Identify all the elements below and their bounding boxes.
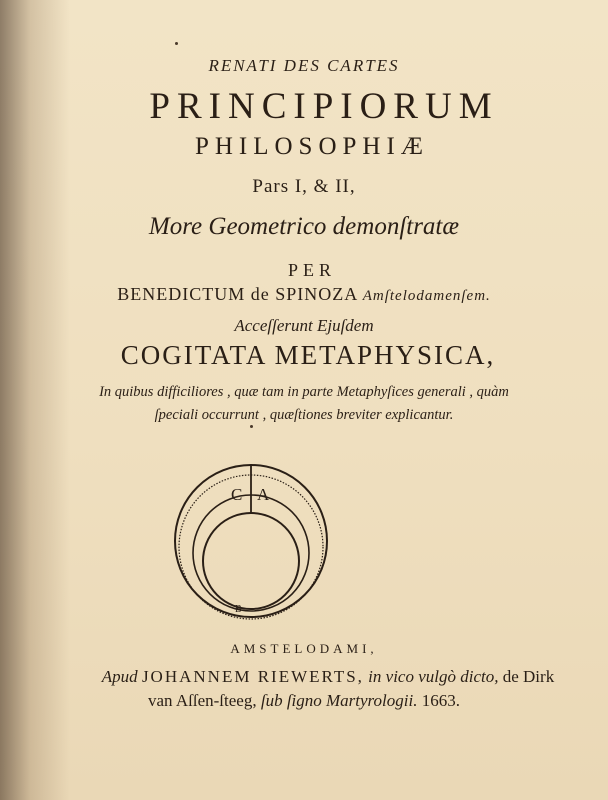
- imprint-printer: JOHANNEM RIEWERTS,: [141, 667, 364, 686]
- appendix-description-line2: ſpeciali occurrunt , quæſtiones breviter explicantur.: [154, 407, 454, 423]
- imprint-line2: [0, 691, 608, 711]
- editor-line: [0, 284, 608, 305]
- imprint-city: AMSTELODAMI,: [230, 641, 378, 656]
- inner-circle: [203, 513, 299, 609]
- editor-name: BENEDICTUM de SPINOZA: [117, 284, 358, 304]
- label-c: C: [231, 485, 243, 504]
- imprint-apud: Apud: [101, 667, 138, 686]
- ink-speck: [250, 425, 253, 428]
- imprint-street-line2: van Aſſen-ſteeg,: [148, 691, 257, 710]
- label-b: B: [235, 604, 242, 615]
- title-philosophiae: PHILOSOPHIÆ: [194, 133, 430, 160]
- editor-origin: Amſtelodamenſem.: [362, 288, 491, 304]
- imprint-sign: ſub ſigno Martyrologii.: [260, 691, 418, 710]
- author-line: RENATI DES CARTES: [208, 56, 400, 75]
- per-line: PER: [287, 260, 336, 280]
- ink-speck: [175, 42, 178, 45]
- title-principiorum: PRINCIPIORUM: [149, 86, 499, 127]
- appendix-description-line1: In quibus difficiliores , quæ tam in parte Metaphyſices generali , quàm: [99, 384, 509, 400]
- imprint-street-part1: in vico vulgò dicto,: [368, 667, 499, 686]
- parts-line: Pars I, & II,: [252, 176, 356, 197]
- geometric-emblem: [171, 462, 331, 620]
- imprint-year: 1663.: [421, 691, 460, 710]
- imprint-line1: [0, 667, 608, 687]
- imprint-street-part2: de Dirk: [502, 667, 555, 686]
- cogitata-metaphysica-title: COGITATA METAPHYSICA,: [120, 340, 496, 370]
- accesserunt-line: Acceſſerunt Ejuſdem: [234, 316, 374, 335]
- subtitle-more-geometrico: More Geometrico demonſtratæ: [148, 213, 460, 240]
- label-a: A: [257, 485, 270, 504]
